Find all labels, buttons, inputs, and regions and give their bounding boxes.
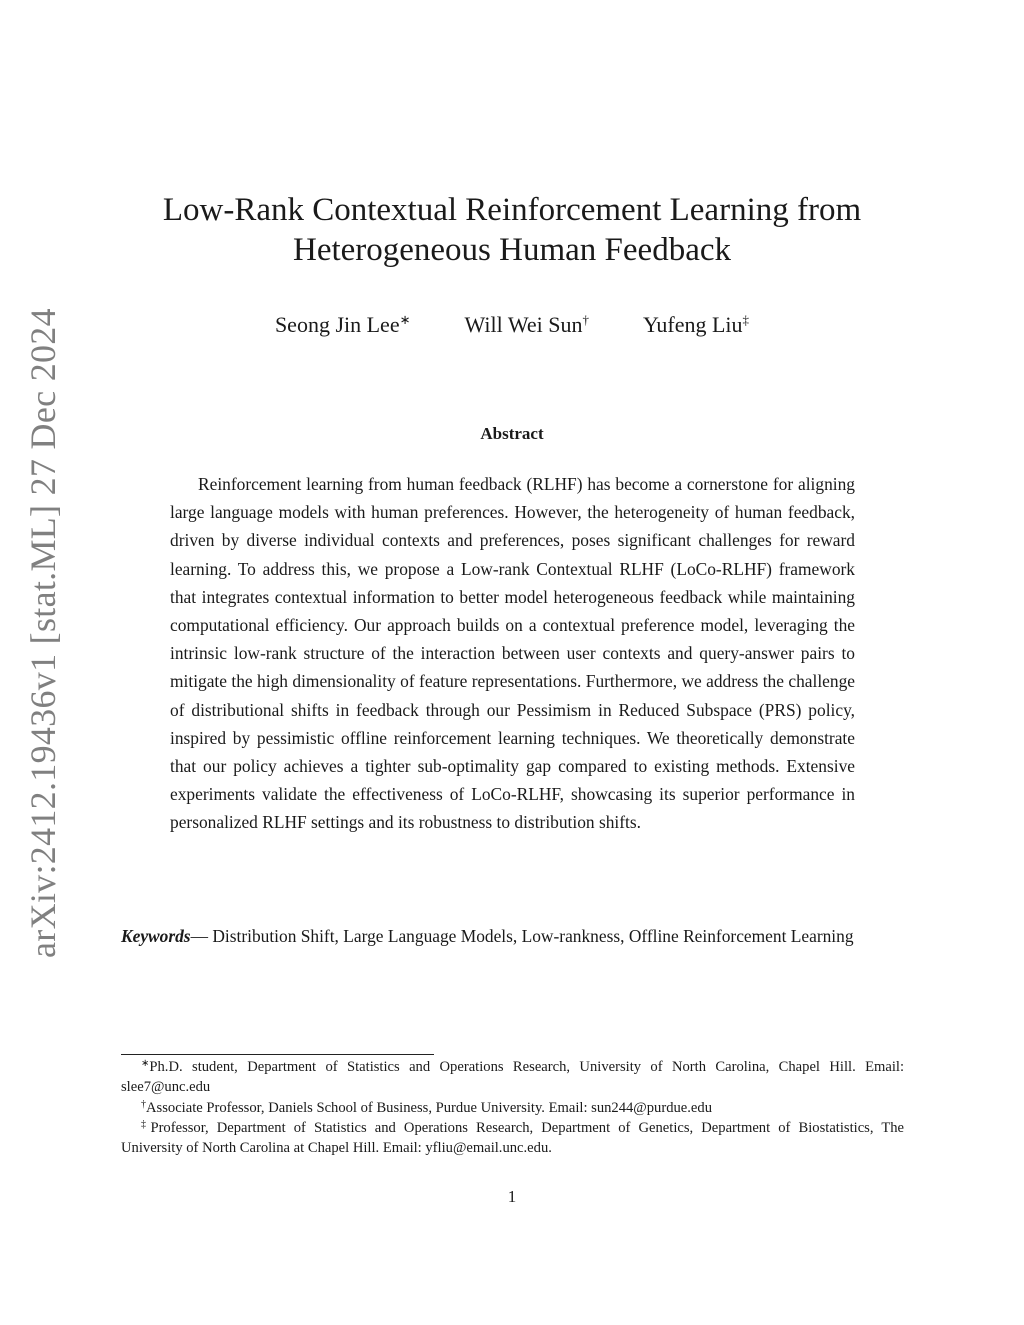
author-list xyxy=(112,311,912,339)
page-number: 1 xyxy=(507,1187,517,1206)
author-footnote-mark: † xyxy=(582,312,589,327)
author-name: Will Wei Sun xyxy=(464,312,583,337)
paper-title xyxy=(112,190,912,270)
footnote-2 xyxy=(121,1098,904,1118)
author-1 xyxy=(275,311,411,339)
footnote-mark: ‡ xyxy=(141,1118,151,1130)
keywords-label: Keywords xyxy=(121,926,191,946)
footnote-text: Ph.D. student, Department of Statistics and Operations Research, University of North Carolina, Chapel Hill. Email: slee7@unc.edu xyxy=(121,1059,904,1096)
footnotes xyxy=(121,1057,904,1158)
author-2 xyxy=(465,311,589,339)
paper-title-line-1: Low-Rank Contextual Reinforcement Learning from xyxy=(162,192,862,228)
footnote-3 xyxy=(121,1118,904,1159)
footnote-text: Professor, Department of Statistics and Operations Research, Department of Genetics, Department of Biostatistics, The University of North Carolina at Chapel Hill. Email: yfliu@email.unc.edu. xyxy=(121,1119,905,1157)
author-3 xyxy=(643,311,749,339)
keywords-section xyxy=(121,922,904,950)
footnote-1 xyxy=(121,1057,904,1098)
abstract-heading: Abstract xyxy=(480,424,544,443)
author-footnote-mark: ∗ xyxy=(399,312,411,327)
author-name: Seong Jin Lee xyxy=(274,312,400,337)
footnote-mark: ∗ xyxy=(141,1058,150,1069)
keywords-separator: — xyxy=(190,926,213,946)
paper-title-line-2: Heterogeneous Human Feedback xyxy=(292,232,731,268)
footnote-text: Associate Professor, Daniels School of Business, Purdue University. Email: sun244@purdue.edu xyxy=(146,1099,712,1116)
footnote-divider xyxy=(121,1054,434,1055)
arxiv-identifier-stamp: arXiv:2412.19436v1 [stat.ML] 27 Dec 2024 xyxy=(23,308,63,958)
abstract-text: Reinforcement learning from human feedback (RLHF) has become a cornerstone for aligning large language models with human preferences. However, the heterogeneity of human feedback, driven by diverse individual contexts and preferences, poses significant challenges for reward learning. To address this, we propose a Low-rank Contextual RLHF (LoCo-RLHF) framework that integrates contextual information to better model heterogeneous feedback while maintaining computational efficiency. Our approach builds on a contextual preference model, leveraging the intrinsic low-rank structure of the interaction between user contexts and query-answer pairs to mitigate the high dimensionality of feature representations. Furthermore, we address the challenge of distributional shifts in feedback through our Pessimism in Reduced Subspace (PRS) policy, inspired by pessimistic offline reinforcement learning techniques. We theoretically demonstrate that our policy achieves a tighter sub-optimality gap compared to existing methods. Extensive experiments validate the effectiveness of LoCo-RLHF, showcasing its superior performance in personalized RLHF settings and its robustness to distribution shifts. xyxy=(170,474,855,833)
author-footnote-mark: ‡ xyxy=(742,312,750,327)
keywords-text: Distribution Shift, Large Language Models, Low-rankness, Offline Reinforcement Learning xyxy=(212,926,854,946)
author-name: Yufeng Liu xyxy=(642,312,743,337)
footnote-mark: † xyxy=(141,1098,146,1110)
